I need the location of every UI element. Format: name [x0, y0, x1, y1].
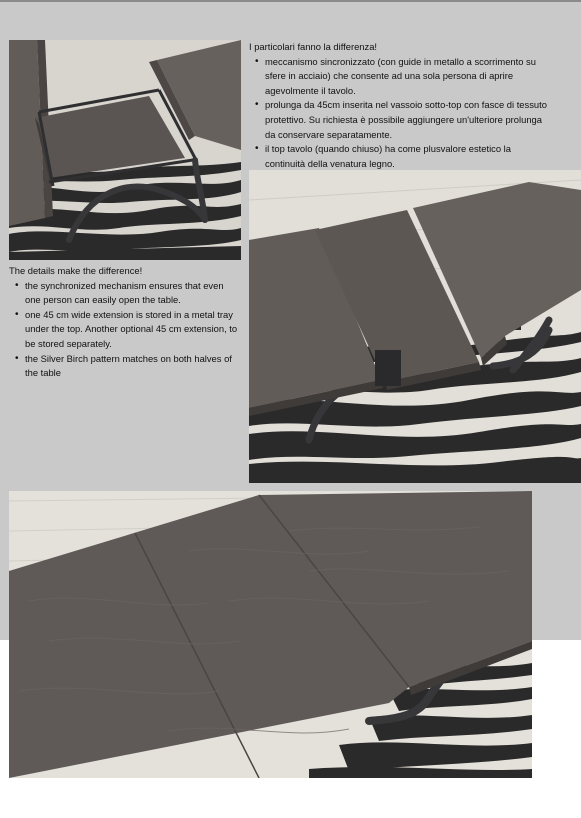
italian-bullet-1: • meccanismo sincronizzato (con guide in metallo a scorrimento su sfere in acciaio) che consente ad una sola persona di aprire agevolmente il tavolo.: [265, 55, 549, 99]
english-bullet-3: • the Silver Birch pattern matches on both halves of the table: [25, 352, 241, 381]
english-bullet-2: • one 45 cm wide extension is stored in a metal tray under the top. Another optional 45 cm extension, to be stored separately.: [25, 308, 241, 352]
english-bullet-list: [9, 279, 241, 381]
photo-full-table-top: [9, 491, 532, 778]
italian-heading: I particolari fanno la differenza!: [249, 41, 378, 52]
italian-bullet-2: • prolunga da 45cm inserita nel vassoio sotto-top con fasce di tessuto protettivo. Su richiesta è possibile aggiungere un'ulteriore prolunga da conservare separatamente.: [265, 98, 549, 142]
photo-open-mechanism: [9, 40, 241, 260]
photo-extension-leaf: [249, 170, 581, 483]
italian-bullet-list: [249, 55, 549, 172]
english-bullet-1: • the synchronized mechanism ensures that even one person can easily open the table.: [25, 279, 241, 308]
english-details-block: [9, 264, 241, 381]
top-rule: [0, 0, 581, 2]
italian-bullet-3: • il top tavolo (quando chiuso) ha come plusvalore estetico la continuità della venatura legno.: [265, 142, 549, 171]
italian-details-block: [249, 40, 549, 171]
english-heading: The details make the difference!: [9, 265, 143, 276]
